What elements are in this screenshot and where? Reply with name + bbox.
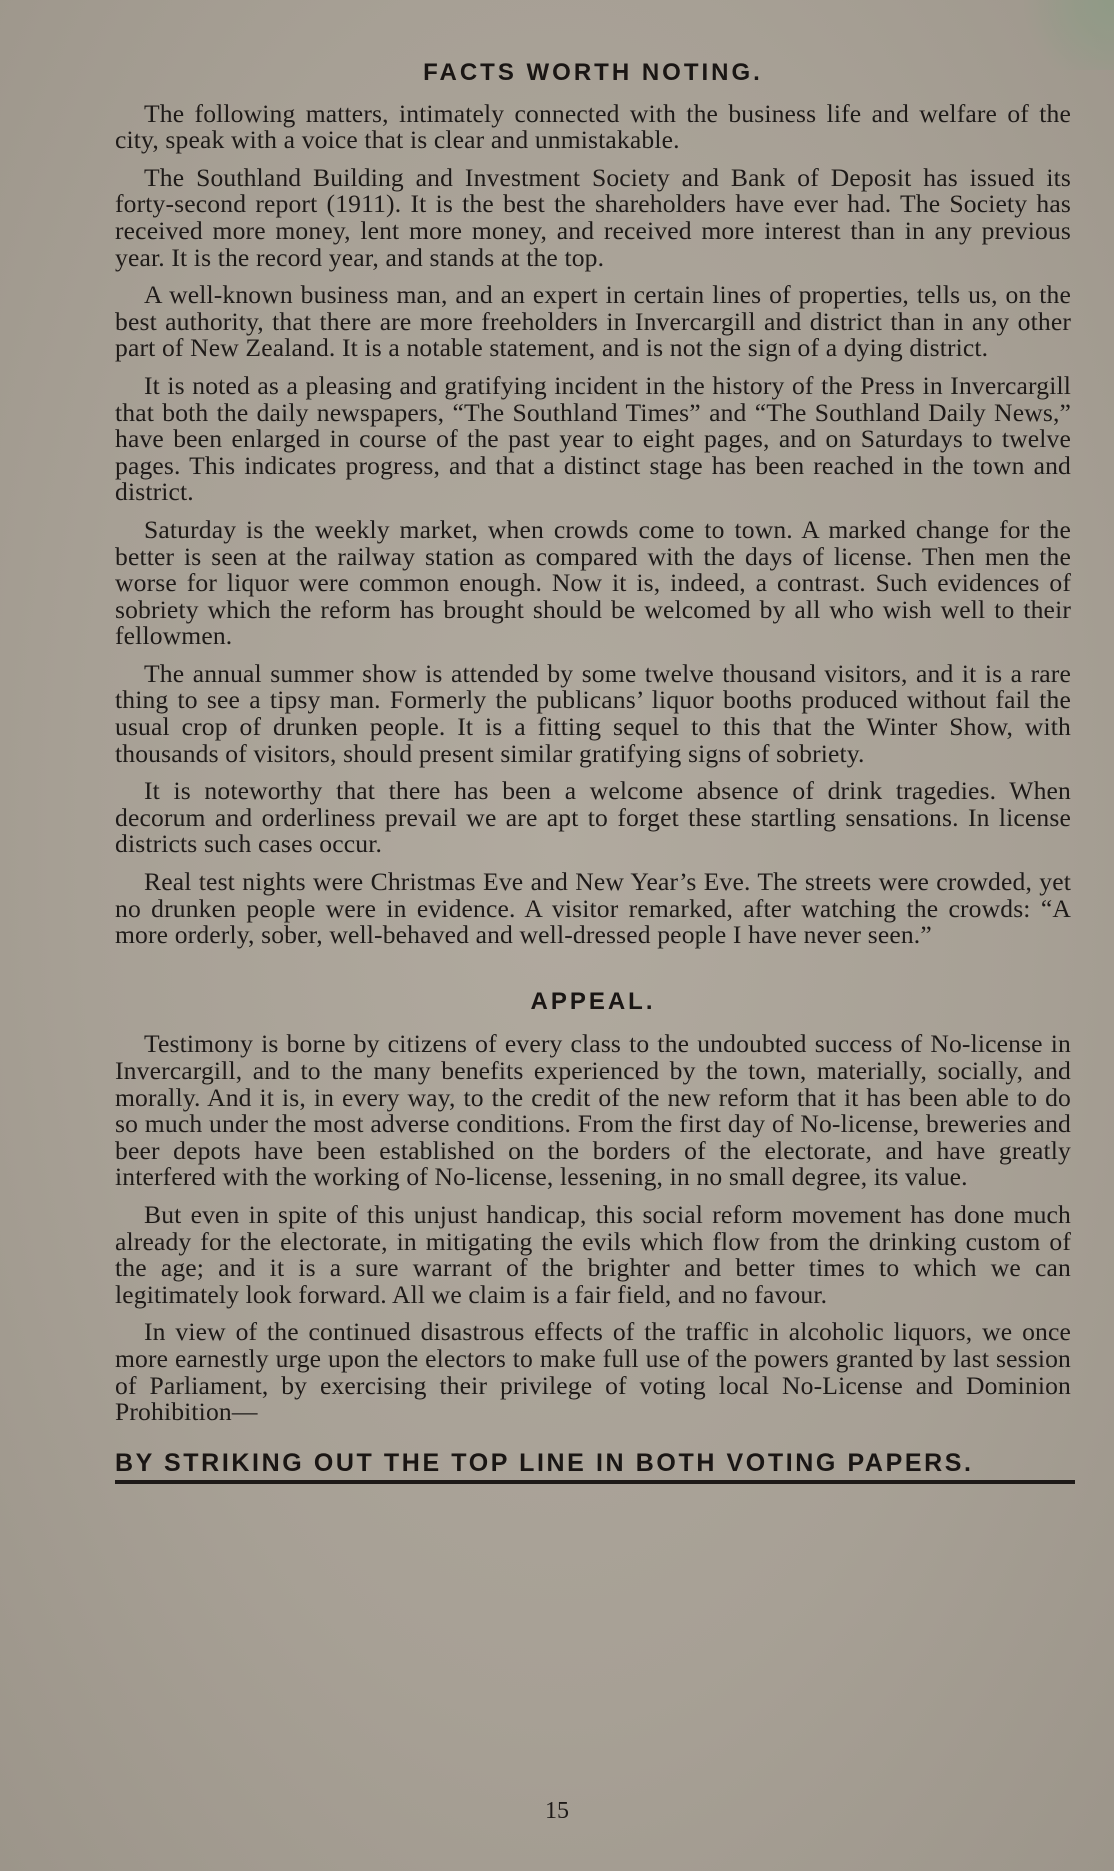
appeal-paragraph: But even in spite of this unjust handicap, this social reform movement has done much already for the electorate, in mitigating the evils which flow from the drinking custom of the age; and it is a sure warrant of the brighter and better times to which we can legitimately look forward. All we claim is a fair field, and no favour. — [115, 1199, 1071, 1309]
facts-paragraph: Saturday is the weekly market, when crowds come to town. A marked change for the better is seen at the railway station as compared with the days of license. Then men the worse for liquor were common enough. Now it is, indeed, a contrast. Such evidences of sobriety which the reform has brought should be welcomed by all who wish well to their fellowmen. — [115, 514, 1071, 651]
appeal-paragraph: Testimony is borne by citizens of every class to the undoubted success of No-license in Invercargill, and to the many benefits experienced by the town, materially, socially, and morally. And it is, in every way, to the credit of the new reform that it has been able to do so much under the most adverse conditions. From the first day of No-license, breweries and beer depots have been established on the borders of the electorate, and have greatly interfered with the working of No-license, lessening, in no small degree, its value. — [115, 1029, 1071, 1192]
facts-paragraph: Real test nights were Christmas Eve and New Year’s Eve. The streets were crowded, yet no drunken people were in evidence. A visitor remarked, after watching the crowds: “A more orderly, sober, well-behaved and well-dressed people I have never seen.” — [115, 867, 1071, 950]
facts-paragraph: The annual summer show is attended by some twelve thousand visitors, and it is a rare thing to see a tipsy man. Formerly the publicans’ liquor booths produced without fail the usual crop of drunken people. It is a fitting sequel to this that the Winter Show, with thousands of visitors, should present similar gratifying signs of sobriety. — [115, 658, 1071, 768]
appeal-paragraph: In view of the continued disastrous effects of the traffic in alcoholic liquors, we once more earnestly urge upon the electors to make full use of the powers granted by last session of Parliament, by exercising their privilege of voting local No-License and Dominion Prohibition— — [115, 1317, 1071, 1427]
facts-paragraph: A well-known business man, and an expert in certain lines of properties, tells us, on the best authority, that there are more freeholders in Invercargill and district than in any other part of New Zealand. It is a notable statement, and is not the sign of a dying district. — [115, 280, 1071, 363]
page-content — [115, 60, 1071, 1484]
facts-paragraph: It is noted as a pleasing and gratifying incident in the history of the Press in Invercargill that both the daily newspapers, “The Southland Times” and “The Southland Daily News,” have been enlarged in course of the past year to eight pages, and on Saturdays to twelve pages. This indicates progress, and that a distinct stage has been reached in the town and district. — [115, 370, 1071, 507]
facts-paragraph: The following matters, intimately connected with the business life and welfare of the city, speak with a voice that is clear and unmistakable. — [115, 98, 1071, 155]
page-number: 15 — [545, 1798, 569, 1824]
facts-paragraph: It is noteworthy that there has been a welcome absence of drink tragedies. When decorum and orderliness prevail we are apt to forget these startling sensations. In license districts such cases occur. — [115, 776, 1071, 859]
facts-heading: FACTS WORTH NOTING. — [423, 59, 763, 86]
closing-line: BY STRIKING OUT THE TOP LINE IN BOTH VOTING PAPERS. — [115, 1448, 974, 1477]
facts-paragraph: The Southland Building and Investment Society and Bank of Deposit has issued its forty-second report (1911). It is the best the shareholders have ever had. The Society has received more money, lent more money, and received more interest than in any previous year. It is the record year, and stands at the top. — [115, 162, 1071, 272]
closing-rule — [115, 1480, 1075, 1484]
appeal-heading: APPEAL. — [530, 987, 656, 1015]
